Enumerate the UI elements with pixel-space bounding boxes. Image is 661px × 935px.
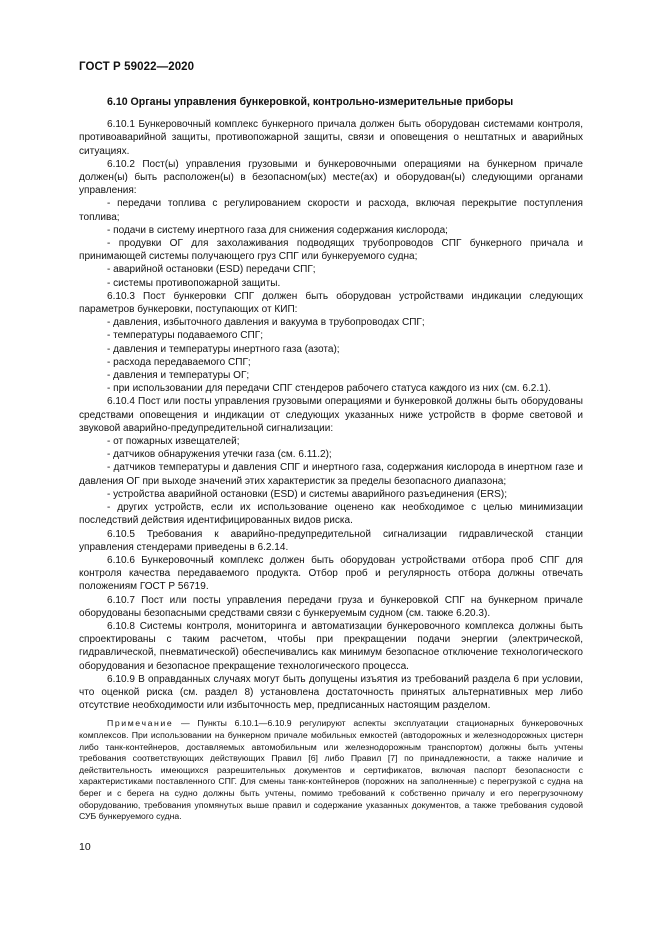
paragraph: 6.10.8 Системы контроля, мониторинга и автоматизации бункеровочного комплекса должны быть спроектированы с таким расчетом, чтобы при прекращении подачи энергии (электрической, гидравлической, пневматической) обеспечивались как минимум безопасное отключение технологического оборудования и безопасное прекращение технологического процесса. <box>79 620 583 672</box>
paragraph: 6.10.9 В оправданных случаях могут быть допущены изъятия из требований раздела 6 при условии, что оценкой риска (см. раздел 8) установлена достаточность принятых альтернативных мер либо отсутствие необходимости или избыточность мер, предписанных настоящим разделом. <box>79 673 583 712</box>
page-number: 10 <box>79 841 91 853</box>
list-item: - давления, избыточного давления и вакуума в трубопроводах СПГ; <box>107 317 425 329</box>
list-item: - устройства аварийной остановки (ESD) и системы аварийного разъединения (ERS); <box>107 488 508 500</box>
section-title: 6.10 Органы управления бункеровкой, контрольно-измерительные приборы <box>107 96 514 108</box>
list-item: - при использовании для передачи СПГ стендеров рабочего статуса каждого из них (см. 6.2.1). <box>107 383 551 395</box>
paragraph: 6.10.4 Пост или посты управления грузовыми операциями и бункеровкой должны быть оборудованы средствами оповещения и индикации от следующих указанных ниже устройств в форме световой и звуковой аварийно-предупредительной сигнализации: <box>79 396 583 434</box>
paragraph-list <box>79 118 583 712</box>
list-item: - давления и температуры инертного газа (азота); <box>107 343 340 355</box>
list-item: - датчиков температуры и давления СПГ и инертного газа, содержания кислорода в инертном газе и давления ОГ при выходе значений этих характеристик за пределы безопасного диапазона; <box>79 462 583 487</box>
paragraph: 6.10.2 Пост(ы) управления грузовыми и бункеровочными операциями на бункерном причале должен(ы) быть расположен(ы) в безопасном(ых) месте(ах) и оборудован(ы) следующими органами управления: <box>79 158 583 197</box>
note-label: Примечание <box>107 718 174 729</box>
note-text: — Пункты 6.10.1—6.10.9 регулируют аспекты эксплуатации стационарных бункеровочных комплексов. При использовании на бункерном причале мобильных емкостей (автодорожных и железнодорожных цистерн либо танк-контейнеров, доставляемых автомобильным или железнодорожным транспортом) должны быть учтены требования соответствующих действующих Правил [6] либо Правил [7] по принадлежности, а также наличие и действительность имеющихся разрешительных документов и сертификатов, включая паспорт безопасности с характеристиками поставленного СПГ. Для смены танк-контейнеров (порожних на заполненные) с перегрузкой с судна на берег и с берега на судно должны быть учтены, помимо требований к собственно причалу и его перегрузочному оборудованию, требования упомянутых выше правил и содержание указанных документов, а также требования судовой СУБ бункеруемого судна. <box>79 718 583 822</box>
paragraph: 6.10.1 Бункеровочный комплекс бункерного причала должен быть оборудован системами контроля, противоаварийной защиты, противопожарной защиты, связи и оповещения о нештатных и аварийных ситуациях. <box>79 119 583 157</box>
list-item: - температуры подаваемого СПГ; <box>107 330 264 342</box>
note-paragraph <box>79 718 583 822</box>
list-item: - датчиков обнаружения утечки газа (см. 6.11.2); <box>107 449 332 461</box>
list-item: - продувки ОГ для захолаживания подводящих трубопроводов СПГ бункерного причала и принимающей системы получающего груз СПГ или бункеруемого судна; <box>79 238 583 263</box>
document-number-header: ГОСТ Р 59022—2020 <box>79 61 195 73</box>
list-item: - подачи в систему инертного газа для снижения содержания кислорода; <box>107 224 448 236</box>
list-item: - давления и температуры ОГ; <box>107 370 250 382</box>
list-item: - системы противопожарной защиты. <box>107 277 281 289</box>
document-body <box>79 96 583 823</box>
list-item: - от пожарных извещателей; <box>107 436 240 448</box>
list-item: - передачи топлива с регулированием скорости и расхода, включая перекрытие поступления топлива; <box>79 198 583 223</box>
list-item: - расхода передаваемого СПГ; <box>107 356 251 368</box>
list-item: - других устройств, если их использование оценено как необходимое с целью минимизации последствий действия идентифицированных видов риска. <box>79 502 583 527</box>
paragraph: 6.10.7 Пост или посты управления передачи груза и бункеровкой СПГ на бункерном причале оборудованы безопасными средствами связи с бункеруемым судном (см. также 6.20.3). <box>79 594 583 619</box>
list-item: - аварийной остановки (ESD) передачи СПГ; <box>107 264 316 276</box>
paragraph: 6.10.6 Бункеровочный комплекс должен быть оборудован устройствами отбора проб СПГ для контроля качества передаваемого продукта. Отбор проб и регулярность отбора должны отвечать положениям ГОСТ Р 56719. <box>79 554 583 593</box>
paragraph: 6.10.3 Пост бункеровки СПГ должен быть оборудован устройствами индикации следующих параметров бункеровки, поступающих от КИП: <box>79 290 583 316</box>
paragraph: 6.10.5 Требования к аварийно-предупредительной сигнализации гидравлической станции управления стендерами приведены в 6.2.14. <box>79 528 583 553</box>
